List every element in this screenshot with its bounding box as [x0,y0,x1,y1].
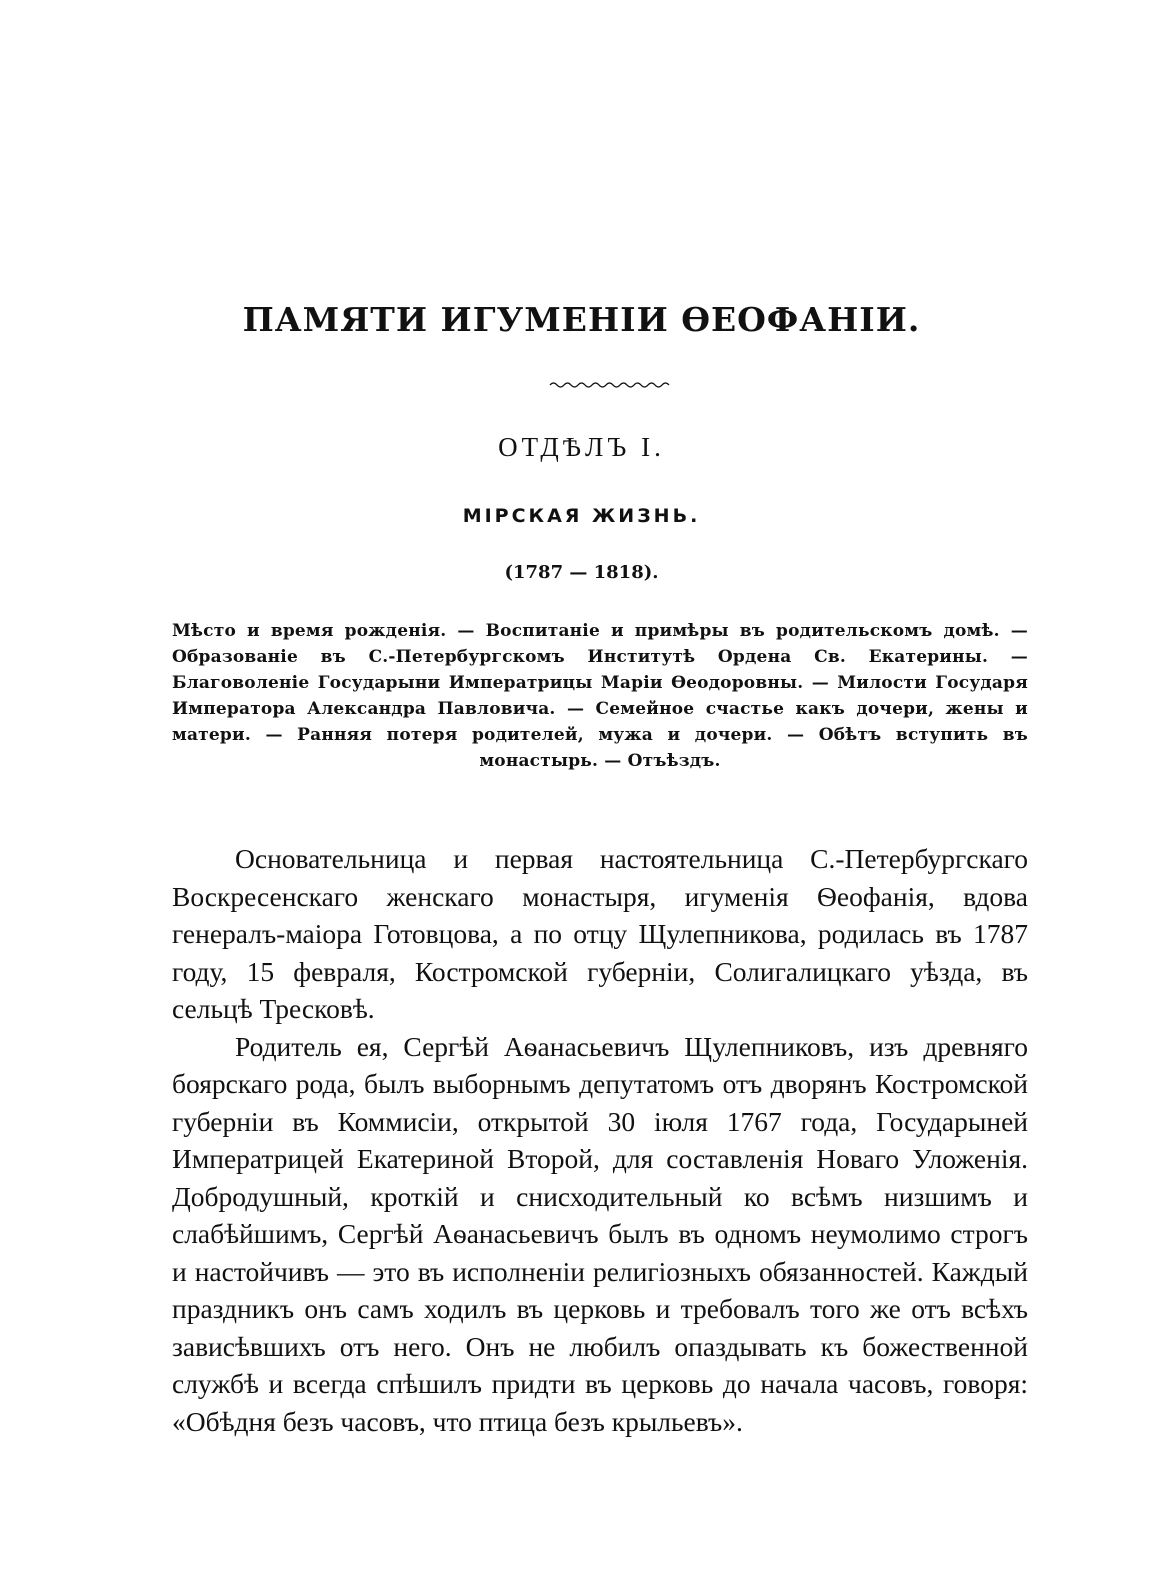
section-heading: ОТДѢЛЪ I. [498,432,665,462]
subsection-heading: МІРСКАЯ ЖИЗНЬ. [462,505,701,527]
chapter-summary: Мѣсто и время рожденія. — Воспитаніе и примѣры въ родительскомъ домѣ. — Образованіе въ С.-Петербургскомъ Институтѣ Ордена Св. Екатерины. — Благоволеніе Государыни Императрицы Маріи Ѳеодоровны. — Милости Государя Императора Александра Павловича. — Семейное счастье какъ дочери, жены и матери. — Ранняя потеря родителей, мужа и дочери. — Обѣтъ вступить въ монастырь. — Отъѣздъ. [172,621,1028,771]
body-text [172,840,1028,1440]
date-range: (1787 — 1818). [504,562,659,583]
page-title: ПАМЯТИ ИГУМЕНІИ ѲЕОФАНІИ. [242,300,921,339]
paragraph: Основательница и первая настоятельница С.-Петербургскаго Воскресенскаго женскаго монастыря, игуменія Ѳеофанія, вдова генералъ-маіора Готовцова, а по отцу Щулепникова, родилась въ 1787 году, 15 февраля, Костромской губерніи, Солигалицкаго уѣзда, въ сельцѣ Тресковѣ. [172,843,1028,1024]
paragraph: Родитель ея, Сергѣй Аѳанасьевичъ Щулепниковъ, изъ древняго боярскаго рода, былъ выборнымъ депутатомъ отъ дворянъ Костромской губерніи въ Коммисіи, открытой 30 іюля 1767 года, Государыней Императрицей Екатериной Второй, для составленія Новаго Уложенія. Добродушный, кроткій и снисходительный ко всѣмъ низшимъ и слабѣйшимъ, Сергѣй Аѳанасьевичъ былъ въ одномъ неумолимо строгъ и настойчивъ — это въ исполненіи религіозныхъ обязанностей. Каждый праздникъ онъ самъ ходилъ въ церковь и требовалъ того же отъ всѣхъ зависѣвшихъ отъ него. Онъ не любилъ опаздывать къ божественной службѣ и всегда спѣшилъ придти въ церковь до начала часовъ, говоря: «Обѣдня безъ часовъ, что птица безъ крыльевъ». [172,1030,1028,1437]
ornamental-divider [548,376,673,392]
